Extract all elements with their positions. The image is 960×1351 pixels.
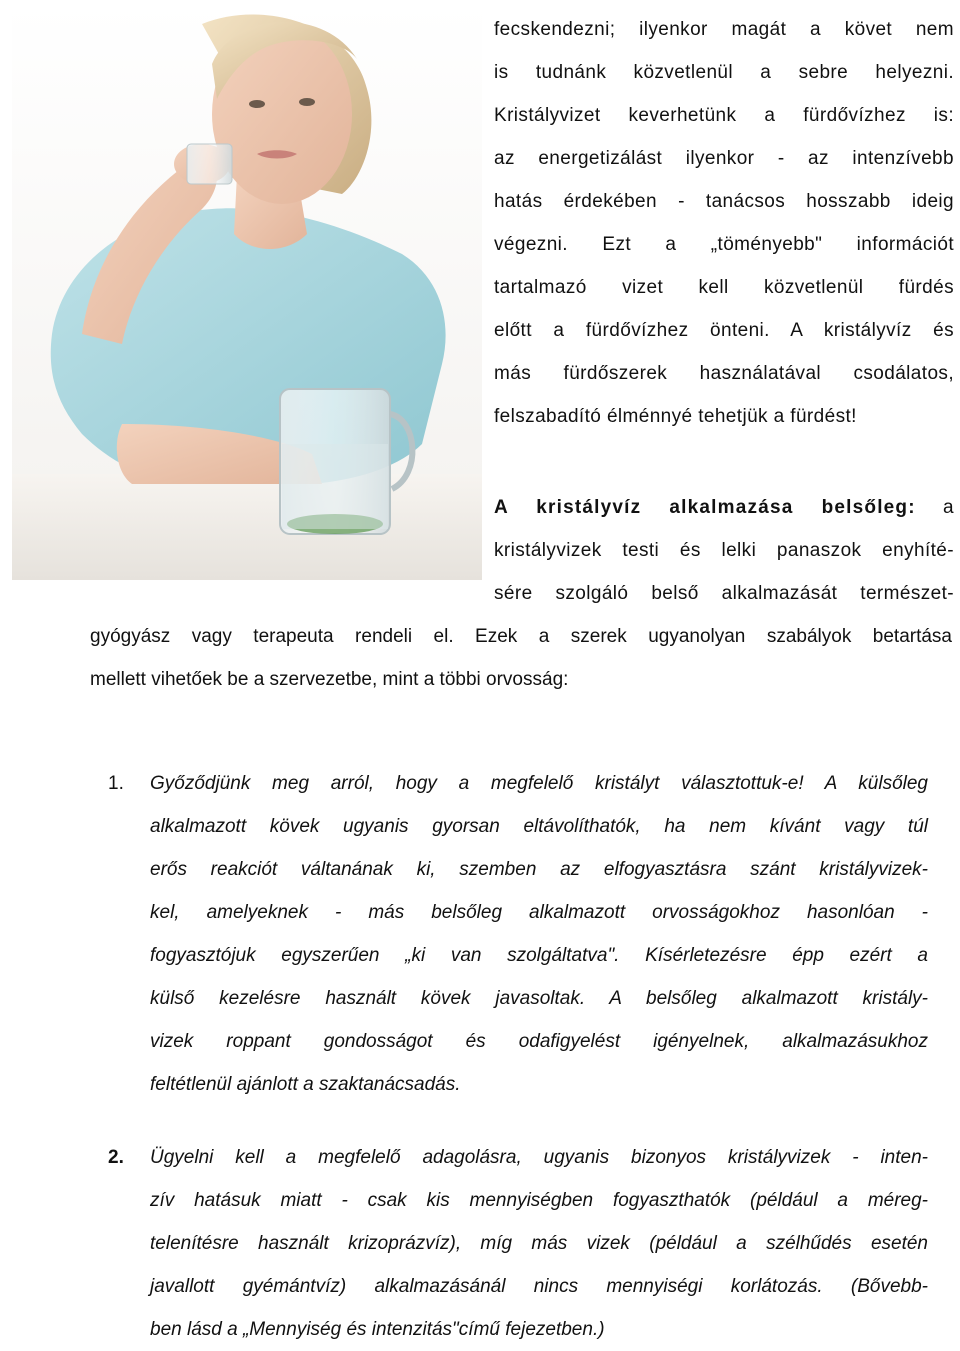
paragraph-bath-crystal-water xyxy=(494,8,954,438)
list-number: 2. xyxy=(108,1147,124,1168)
lead-rest-text: a xyxy=(915,497,954,518)
list-line: ben lásd a „Mennyiség és intenzitás"című fejezetben.) xyxy=(150,1319,605,1340)
text-line: az energetizálást ilyenkor - az intenzívebb xyxy=(494,148,954,169)
list-line: erős reakciót váltanának ki, szemben az elfogyasztásra szánt kristályvizek- xyxy=(150,859,928,880)
list-line: zív hatásuk miatt - csak kis mennyiségben fogyaszthatók (például a méreg- xyxy=(150,1190,928,1211)
text-line: felszabadító élménnyé tehetjük a fürdést! xyxy=(494,406,857,427)
text-line: is tudnánk közvetlenül a sebre helyezni. xyxy=(494,62,954,83)
woman-drinking-water-illustration-icon xyxy=(12,4,482,580)
list-line: Ügyelni kell a megfelelő adagolásra, ugyanis bizonyos kristályvizek - inten- xyxy=(150,1147,928,1168)
text-line: Kristályvizet keverhetünk a fürdővízhez is: xyxy=(494,105,954,126)
paragraph-internal-use xyxy=(494,486,954,615)
text-line: mellett vihetőek be a szervezetbe, mint a többi orvosság: xyxy=(90,669,569,690)
list-line: vizek roppant gondosságot és odafigyelést igényelnek, alkalmazásukhoz xyxy=(150,1031,928,1052)
list-line: javallott gyémántvíz) alkalmazásánál nincs mennyiségi korlátozás. (Bővebb- xyxy=(150,1276,928,1297)
text-line: gyógyász vagy terapeuta rendeli el. Ezek a szerek ugyanolyan szabályok betartása xyxy=(90,626,952,647)
text-line: előtt a fürdővízhez önteni. A kristályvíz és xyxy=(494,320,954,341)
text-line: végezni. Ezt a „töményebb" információt xyxy=(494,234,954,255)
text-line: kristályvizek testi és lelki panaszok enyhíté- xyxy=(494,540,954,561)
list-line: feltétlenül ajánlott a szaktanácsadás. xyxy=(150,1074,461,1095)
text-line: fecskendezni; ilyenkor magát a követ nem xyxy=(494,19,954,40)
list-line: alkalmazott kövek ugyanis gyorsan eltávolíthatók, ha nem kívánt vagy túl xyxy=(150,816,928,837)
list-number: 1. xyxy=(108,773,124,794)
list-line: Győződjünk meg arról, hogy a megfelelő kristályt választottuk-e! A külsőleg xyxy=(150,773,928,794)
list-line: külső kezelésre használt kövek javasoltak. A belsőleg alkalmazott kristály- xyxy=(150,988,928,1009)
text-line: más fürdőszerek használatával csodálatos, xyxy=(494,363,954,384)
text-line: tartalmazó vizet kell közvetlenül fürdés xyxy=(494,277,954,298)
text-line: sére szolgáló belső alkalmazását természet- xyxy=(494,583,954,604)
section-heading: A kristályvíz alkalmazása belsőleg: xyxy=(494,497,916,518)
text-line: hatás érdekében - tanácsos hosszabb ideig xyxy=(494,191,954,212)
list-item xyxy=(150,1136,928,1351)
list-item xyxy=(150,762,928,1106)
woman-drinking-photo xyxy=(12,4,482,580)
paragraph-lead-line xyxy=(494,486,954,529)
list-line: kel, amelyeknek - más belsőleg alkalmazott orvosságokhoz hasonlóan - xyxy=(150,902,928,923)
list-line: fogyasztójuk egyszerűen „ki van szolgáltatva". Kísérletezésre épp ezért a xyxy=(150,945,928,966)
list-line: telenítésre használt krizoprázvíz), míg más vizek (például a szélhűdés esetén xyxy=(150,1233,928,1254)
